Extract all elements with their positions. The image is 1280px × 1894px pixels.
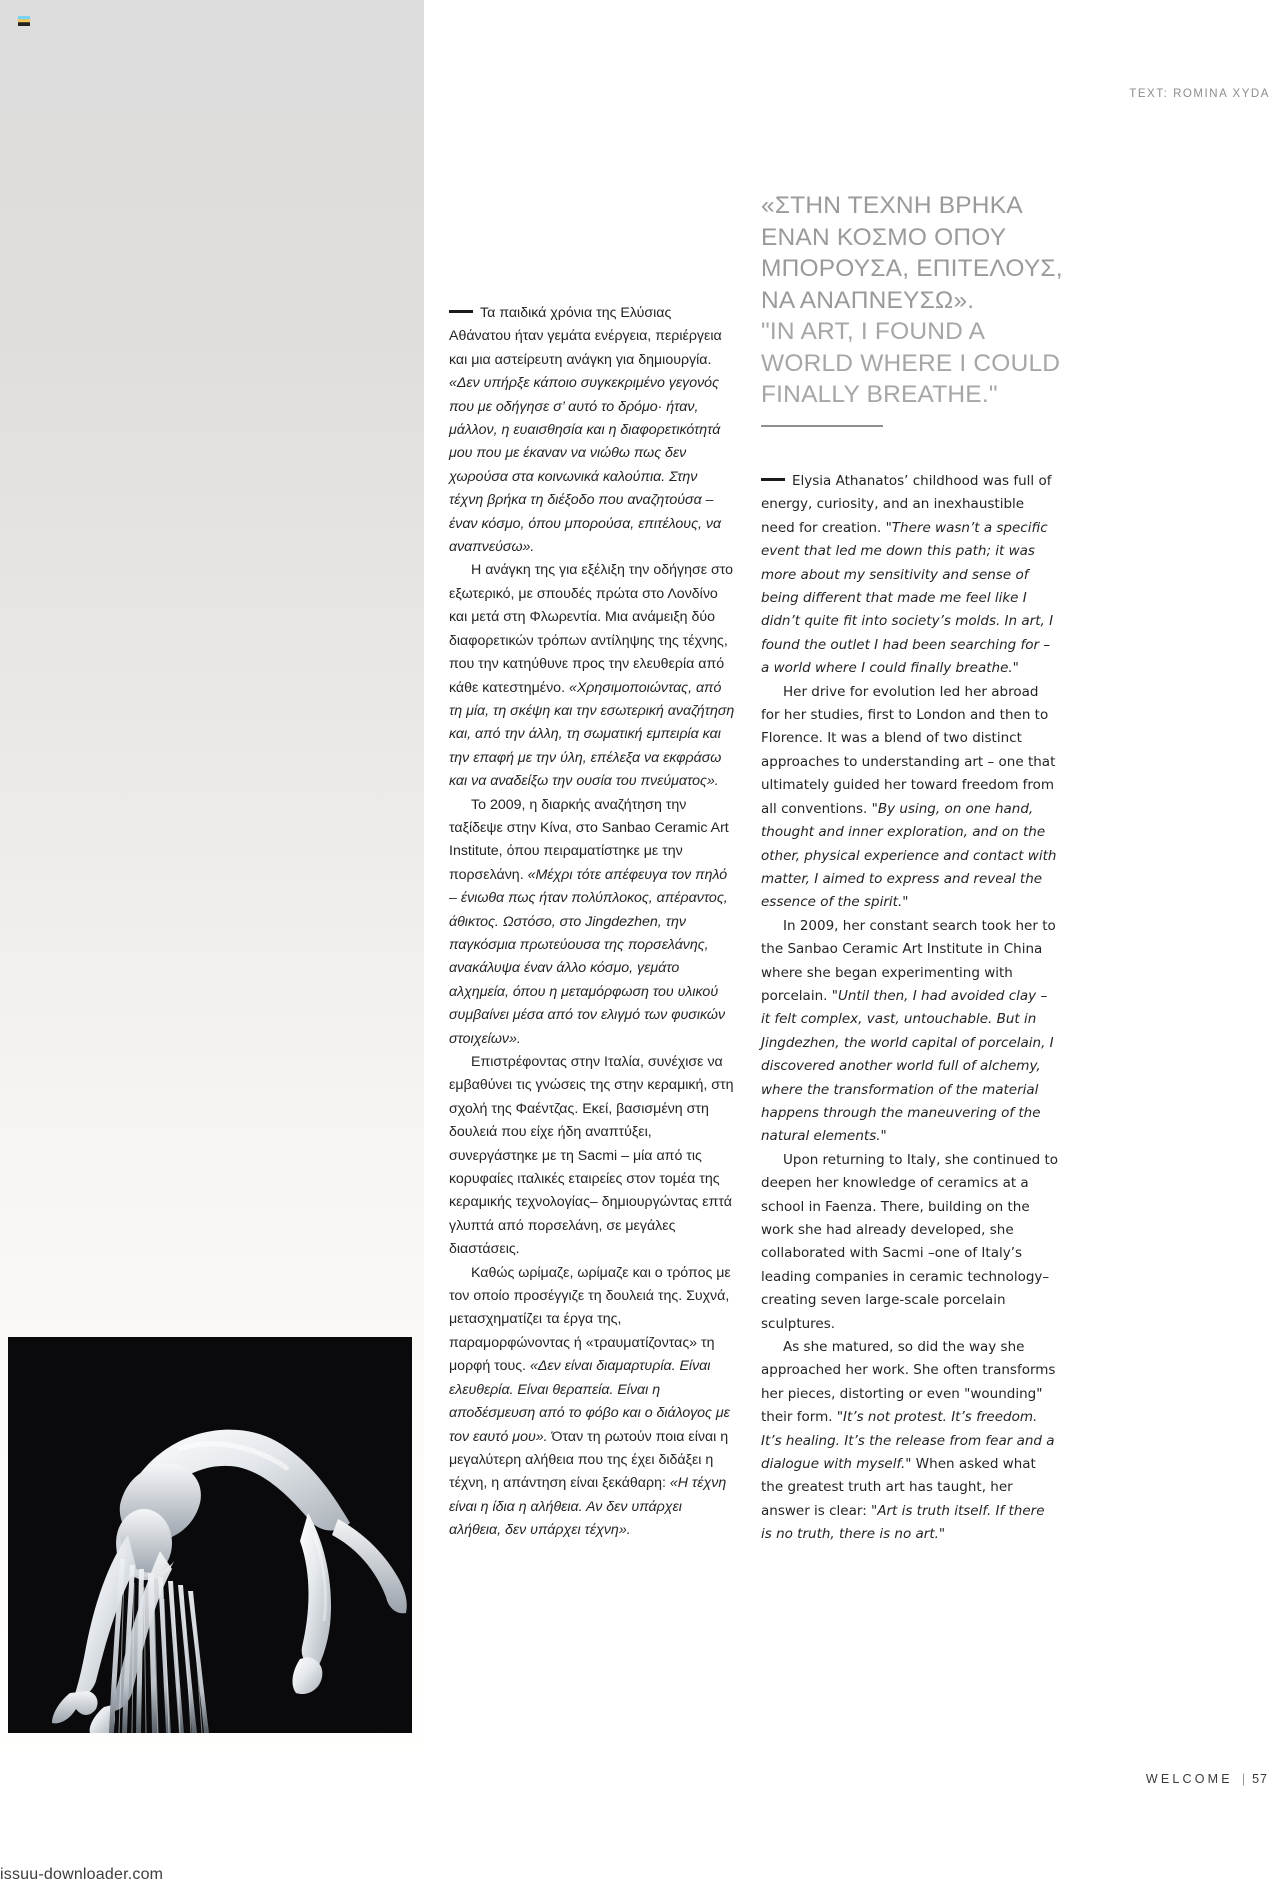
article-paragraph [761,1336,1059,1547]
running-head-credit: TEXT: ROMINA XYDA [1129,88,1270,100]
article-paragraph [449,559,735,793]
sculpture-photo [8,1337,412,1733]
article-paragraph [761,470,1059,681]
article-paragraph [761,681,1059,915]
site-watermark: issuu-downloader.com [0,1866,164,1883]
article-body-english [761,470,1059,1547]
body-text: Upon returning to Italy, she continued to deepen her knowledge of ceramics at a school in Faenza. There, building on the work she had already developed, she collaborated with Sacmi –one of Italy’s leading companies in ceramic technology– creating seven large-scale porcelain sculptures. [761,1151,1059,1332]
quoted-text: "It’s not protest. It’s freedom. It’s healing. It’s the release from fear and a dialogue with myself." [761,1409,1055,1473]
pull-quote-english-line: FINALLY BREATHE." [761,381,998,408]
page-number: 57 [1252,1772,1268,1786]
pull-quote-english-line: "IN ART, I FOUND A [761,318,986,345]
quoted-text: "Until then, I had avoided clay – it felt complex, vast, untouchable. But in Jingdezhen, the world capital of porcelain, I discovered another world full of alchemy, where the transformation of the material happens through the maneuvering of the natural elements." [761,987,1054,1145]
quoted-text: «Χρησιμοποιώντας, από τη μία, τη σκέψη και την εσωτερική αναζήτηση και, από την άλλη, τη σωματική εμπειρία και την επαφή με την ύλη, επέλεξα να εκφράσω και να αναδείξω την ουσία του πνεύματος». [449,679,735,790]
body-text: Καθώς ωρίμαζε, ωρίμαζε και ο τρόπος με τον οποίο προσέγγιζε τη δουλειά της. Συχνά, μετασχηματίζει τα έργα της, παραμορφώνοντας ή «τραυματίζοντας» τη μορφή τους. [449,1264,731,1375]
pull-quote-english-line: WORLD WHERE I COULD [761,349,1061,377]
article-paragraph [761,915,1059,1149]
quoted-text: "Art is truth itself. If there is no truth, there is no art." [761,1502,1045,1543]
pull-quote-greek-line: ΕΝΑΝ ΚΟΣΜΟ ΟΠΟΥ [761,223,1007,251]
body-text: Επιστρέφοντας στην Ιταλία, συνέχισε να εμβαθύνει τις γνώσεις της στην κεραμική, στη σχολή της Φαέντζας. Εκεί, βασισμένη στη δουλειά που είχε ήδη αναπτύξει, συνεργάστηκε με τη Sacmi – μία από τις κορυφαίες ιταλικές εταιρείες στον τομέα της κεραμικής τεχνολογίας– δημιουργώντας επτά γλυπτά από πορσελάνη, σε μεγάλες διαστάσεις. [449,1054,734,1258]
body-text: In 2009, her constant search took her to the Sanbao Ceramic Art Institute in China where she began experimenting with porcelain. [761,917,1056,1004]
pull-quote-greek-line: ΝΑ ΑΝΑΠΝΕΥΣΩ». [761,286,975,314]
quoted-text: "There wasn’t a specific event that led me down this path; it was more about my sensitivity and sense of being different that made me feel like I didn’t quite fit into society’s molds. In art, I found the outlet I had been searching for – a world where I could finally breathe." [761,519,1054,677]
body-text: Η ανάγκη της για εξέλιξη την οδήγησε στο εξωτερικό, με σπουδές πρώτα στο Λονδίνο και μετά στη Φλωρεντία. Μια ανάμειξη δύο διαφορετικών τρόπων αντίληψης της τέχνης, που την κατηύθυνε προς την ελευθερία από κάθε κατεστημένο. [449,562,734,696]
article-body-greek [449,302,735,1543]
body-text: Το 2009, η διαρκής αναζήτηση την ταξίδεψε στην Κίνα, στο Sanbao Ceramic Art Institute, όπου πειραματίστηκε με την πορσελάνη. [449,796,729,883]
scan-artifact-icon [18,16,30,26]
pull-quote-greek-line: «ΣΤΗΝ ΤΕΧΝΗ ΒΡΗΚΑ [761,192,1023,219]
article-paragraph [761,1149,1059,1336]
article-paragraph [449,794,735,1051]
article-paragraph [449,1051,735,1262]
body-text: As she matured, so did the way she approached her work. She often transforms her pieces, distorting or even "wounding" their form. [761,1339,1056,1426]
footer-separator: | [1241,1772,1246,1786]
quoted-text: «Η τέχνη είναι η ίδια η αλήθεια. Αν δεν υπάρχει αλήθεια, δεν υπάρχει τέχνη». [449,1475,727,1539]
pull-quote-greek-line: ΜΠΟΡΟΥΣΑ, ΕΠΙΤΕΛΟΥΣ, [761,255,1063,282]
quoted-text: «Μέχρι τότε απέφευγα τον πηλό – ένιωθα πως ήταν πολύπλοκος, απέραντος, άθικτος. Ωστόσο, στο Jingdezhen, την παγκόσμια πρωτεύουσα της πορσελάνης, ανακάλυψα έναν άλλο κόσμο, γεμάτο αλχημεία, όπου η μεταμόρφωση του υλικού συμβαίνει μέσα από τον ελιγμό των φυσικών στοιχείων». [449,866,728,1047]
pull-quote-divider [761,425,883,427]
sculpture-illustration [8,1337,412,1733]
paragraph-lead-dash-icon [449,310,473,313]
body-text: When asked what the greatest truth art has taught, her answer is clear: [761,1456,1036,1519]
page-footer [1146,1772,1268,1786]
article-paragraph [449,302,735,559]
pull-quote [761,190,1061,411]
quoted-text: «Δεν υπήρξε κάποιο συγκεκριμένο γεγονός που με οδήγησε σ’ αυτό το δρόμο· ήταν, μάλλον, η ευαισθησία και η διαφορετικότητά μου που με έκαναν να νιώθω πως δεν χωρούσα στα κοινωνικά καλούπια. Στην τέχνη βρήκα τη διέξοδο που αναζητούσα – έναν κόσμο, όπου μπορούσα, επιτέλους, να αναπνεύσω». [449,375,722,556]
paragraph-lead-dash-icon [761,478,785,481]
article-paragraph [449,1262,735,1543]
quoted-text: «Δεν είναι διαμαρτυρία. Είναι ελευθερία. Είναι θεραπεία. Είναι η αποδέσμευση από το φόβο και ο διάλογος με τον εαυτό μου». [449,1358,730,1445]
body-text: Her drive for evolution led her abroad for her studies, first to London and then to Florence. It was a blend of two distinct approaches to understanding art – one that ultimately guided her toward freedom from all conventions. [761,683,1056,817]
quoted-text: "By using, on one hand, thought and inner exploration, and on the other, physical experience and contact with matter, I aimed to express and reveal the essence of the spirit." [761,800,1057,911]
footer-magazine-name: WELCOME [1145,1772,1233,1786]
body-text: Elysia Athanatos’ childhood was full of energy, curiosity, and an inexhaustible need for creation. [761,473,1052,536]
body-text: Όταν τη ρωτούν ποια είναι η μεγαλύτερη αλήθεια που της έχει διδάξει η τέχνη, η απάντηση είναι ξεκάθαρη: [449,1428,729,1492]
body-text: Τα παιδικά χρόνια της Ελύσιας Αθάνατου ήταν γεμάτα ενέργεια, περιέργεια και μια αστείρευτη ανάγκη για δημιουργία. [449,305,722,368]
